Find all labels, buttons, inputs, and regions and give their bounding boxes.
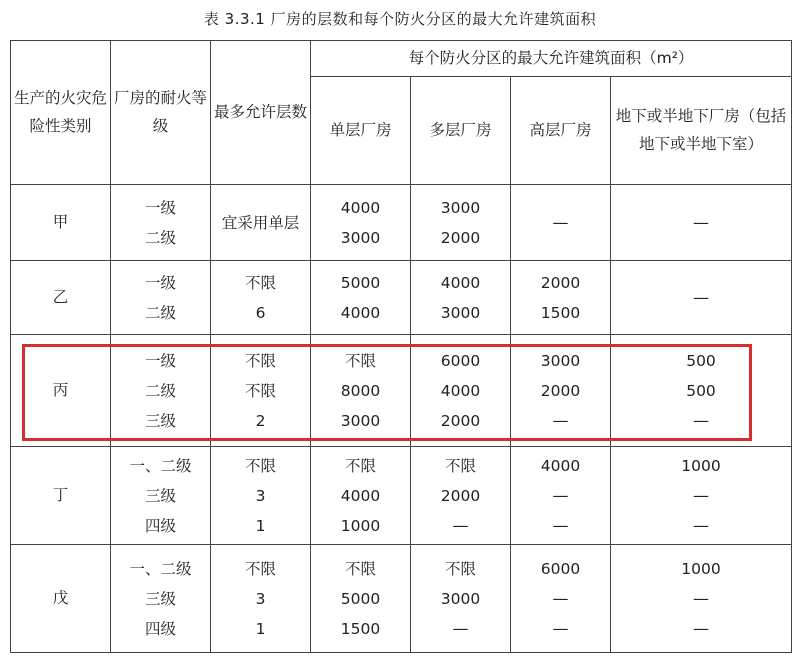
header-fire-rating: 厂房的耐火等级 (111, 41, 211, 185)
header-area-group: 每个防火分区的最大允许建筑面积（m²） (311, 41, 792, 77)
high-rise-cell-line: 3000 (540, 351, 581, 370)
fire-rating-cell-line: 三级 (144, 486, 176, 505)
basement-cell-line: — (693, 410, 709, 430)
multi-floor-cell-line: 3000 (440, 589, 481, 608)
multi-floor-cell-line: 不限 (444, 456, 476, 475)
basement-cell (611, 335, 792, 447)
fire-rating-cell-line: 一、二级 (129, 456, 192, 475)
fire-rating-cell-line: 三级 (144, 589, 176, 608)
table-row (11, 447, 792, 545)
max-floors-cell-line: 3 (255, 486, 266, 505)
single-floor-cell-line: 3000 (340, 228, 381, 247)
max-floors-cell (211, 261, 311, 335)
fire-rating-cell (111, 185, 211, 261)
basement-cell (611, 185, 792, 261)
basement-cell (611, 261, 792, 335)
category-cell: 丙 (11, 335, 111, 447)
fire-rating-cell-line: 四级 (144, 516, 176, 535)
max-floors-cell-line: 宜采用单层 (221, 213, 300, 232)
basement-cell-line: 500 (686, 381, 716, 400)
single-floor-cell-line: 不限 (344, 559, 376, 578)
multi-floor-cell-line: 2000 (440, 228, 481, 247)
max-floors-cell-line: 1 (255, 619, 266, 638)
multi-floor-cell-line: 2000 (440, 486, 481, 505)
single-floor-cell-line: 4000 (340, 486, 381, 505)
multi-floor-cell-line: 不限 (444, 559, 476, 578)
high-rise-cell-line: — (552, 485, 569, 505)
header-max-floors: 最多允许层数 (211, 41, 311, 185)
header-multi-floor: 多层厂房 (411, 77, 511, 185)
header-high-rise: 高层厂房 (511, 77, 611, 185)
header-basement: 地下或半地下厂房（包括地下或半地下室） (611, 77, 792, 185)
high-rise-cell (511, 185, 611, 261)
high-rise-cell-line: 1500 (540, 303, 581, 322)
multi-floor-cell (411, 335, 511, 447)
basement-cell (611, 545, 792, 653)
basement-cell-line: 1000 (681, 456, 721, 475)
single-floor-cell-line: 1000 (340, 516, 381, 535)
basement-cell-line: 500 (686, 351, 716, 370)
basement-cell-line: — (693, 618, 709, 638)
fire-rating-cell-line: 四级 (144, 619, 176, 638)
single-floor-cell-line: 5000 (340, 589, 381, 608)
single-floor-cell (311, 545, 411, 653)
max-floors-cell-line: 3 (255, 589, 266, 608)
single-floor-cell-line: 5000 (340, 273, 381, 292)
high-rise-cell (511, 335, 611, 447)
max-floors-cell-line: 不限 (244, 456, 276, 475)
fire-rating-cell (111, 545, 211, 653)
category-cell: 丁 (11, 447, 111, 545)
single-floor-cell-line: 不限 (344, 456, 376, 475)
max-floors-cell-line: 不限 (244, 351, 276, 370)
multi-floor-cell (411, 447, 511, 545)
high-rise-cell-line: 2000 (540, 381, 581, 400)
header-row-1 (11, 41, 792, 77)
category-cell: 甲 (11, 185, 111, 261)
table-row (11, 545, 792, 653)
single-floor-cell-line: 1500 (340, 619, 381, 638)
max-floors-cell (211, 447, 311, 545)
multi-floor-cell-line: 2000 (440, 411, 481, 430)
single-floor-cell (311, 335, 411, 447)
basement-cell-line: — (693, 588, 709, 608)
high-rise-cell-line: 6000 (540, 559, 581, 578)
table-title: 表 3.3.1 厂房的层数和每个防火分区的最大允许建筑面积 (203, 10, 597, 28)
high-rise-cell (511, 447, 611, 545)
multi-floor-cell-line: 3000 (440, 303, 481, 322)
fire-rating-cell-line: 一级 (144, 351, 176, 370)
high-rise-cell (511, 545, 611, 653)
single-floor-cell-line: 3000 (340, 411, 381, 430)
max-floors-cell-line: 2 (255, 411, 266, 430)
high-rise-cell-line: 2000 (540, 273, 581, 292)
single-floor-cell (311, 185, 411, 261)
multi-floor-cell-line: 4000 (440, 381, 481, 400)
category-cell: 戊 (11, 545, 111, 653)
max-floors-cell-line: 1 (255, 516, 266, 535)
basement-cell-line: — (693, 515, 709, 535)
high-rise-cell-line: — (552, 618, 569, 638)
basement-cell-line: — (693, 287, 709, 307)
single-floor-cell-line: 不限 (344, 351, 376, 370)
multi-floor-cell-line: 4000 (440, 273, 481, 292)
header-single-floor: 单层厂房 (311, 77, 411, 185)
multi-floor-cell-line: — (452, 618, 469, 638)
single-floor-cell (311, 447, 411, 545)
basement-cell-line: 1000 (681, 559, 721, 578)
fire-rating-cell-line: 一级 (144, 273, 176, 292)
multi-floor-cell-line: — (452, 515, 469, 535)
fire-rating-cell-line: 一级 (144, 198, 176, 217)
fire-rating-cell (111, 261, 211, 335)
basement-cell (611, 447, 792, 545)
multi-floor-cell-line: 6000 (440, 351, 481, 370)
high-rise-cell-line: — (552, 515, 569, 535)
max-floors-cell-line: 不限 (244, 381, 276, 400)
max-floors-cell-line: 不限 (244, 273, 276, 292)
table-row (11, 335, 792, 447)
basement-cell-line: — (693, 485, 709, 505)
single-floor-cell-line: 4000 (340, 303, 381, 322)
single-floor-cell-line: 4000 (340, 198, 381, 217)
high-rise-cell-line: — (552, 410, 569, 430)
max-floors-cell (211, 545, 311, 653)
max-floors-cell-line: 6 (255, 303, 266, 322)
high-rise-cell-line: — (552, 588, 569, 608)
multi-floor-cell (411, 261, 511, 335)
high-rise-cell-line: 4000 (540, 456, 581, 475)
fire-rating-cell-line: 一、二级 (129, 559, 192, 578)
fire-rating-cell-line: 三级 (144, 411, 176, 430)
table-row (11, 261, 792, 335)
high-rise-cell (511, 261, 611, 335)
fire-rating-cell-line: 二级 (144, 303, 176, 322)
max-floors-cell (211, 185, 311, 261)
fire-compartment-table (10, 40, 792, 653)
multi-floor-cell-line: 3000 (440, 198, 481, 217)
fire-rating-cell (111, 335, 211, 447)
fire-rating-cell (111, 447, 211, 545)
single-floor-cell-line: 8000 (340, 381, 381, 400)
max-floors-cell (211, 335, 311, 447)
single-floor-cell (311, 261, 411, 335)
table-row (11, 185, 792, 261)
multi-floor-cell (411, 185, 511, 261)
multi-floor-cell (411, 545, 511, 653)
basement-cell-line: — (693, 212, 709, 232)
fire-rating-cell-line: 二级 (144, 381, 176, 400)
category-cell: 乙 (11, 261, 111, 335)
high-rise-cell-line: — (552, 212, 569, 232)
fire-rating-cell-line: 二级 (144, 228, 176, 247)
header-category: 生产的火灾危险性类别 (11, 41, 111, 185)
max-floors-cell-line: 不限 (244, 559, 276, 578)
